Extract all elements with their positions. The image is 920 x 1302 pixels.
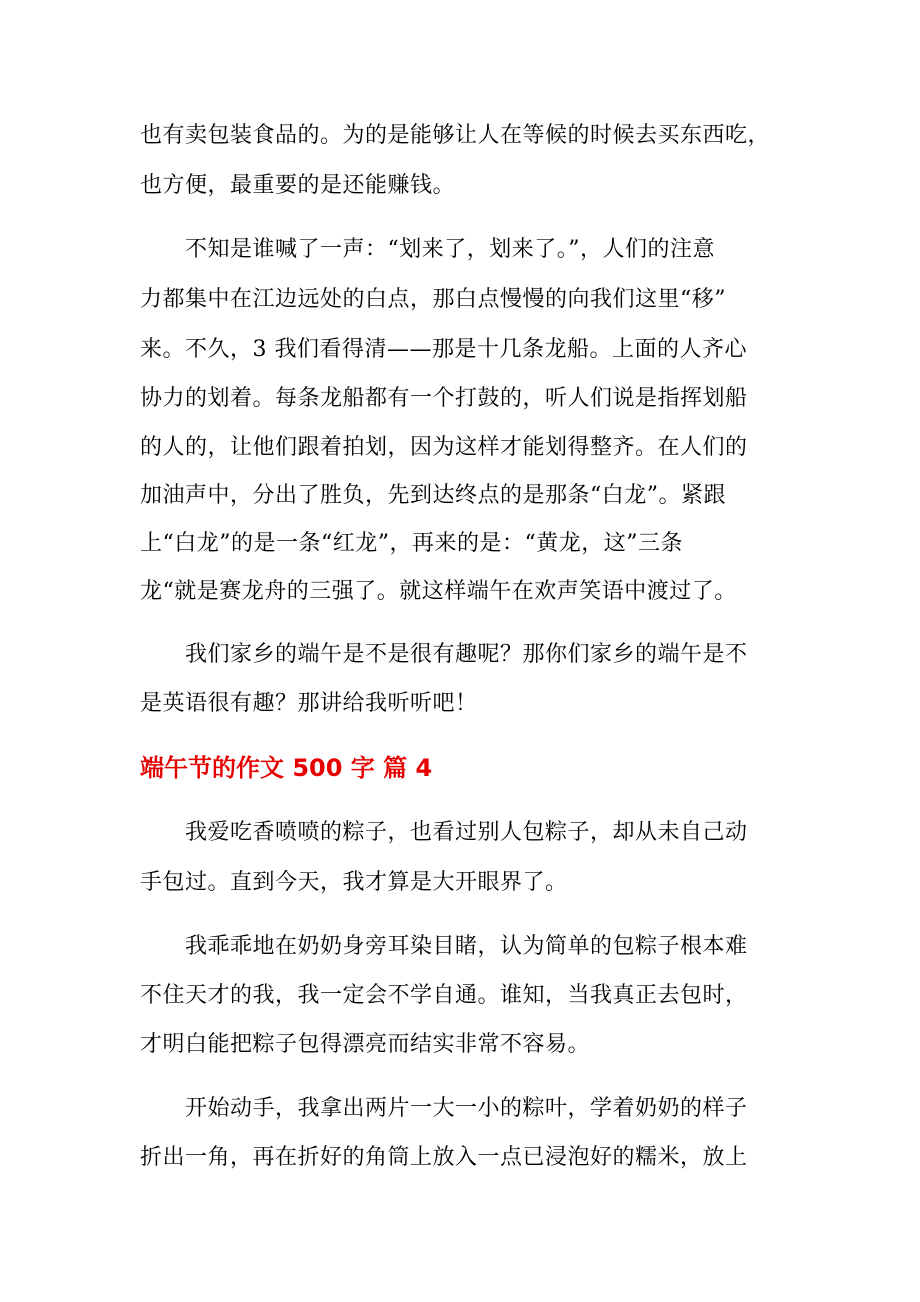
text-line: 也有卖包装食品的。为的是能够让人在等候的时候去买东西吃， xyxy=(140,123,771,148)
text-line: 不知是谁喊了一声：“划来了，划来了。”，人们的注意 xyxy=(185,237,715,262)
text-line: 来。不久，3 我们看得清——那是十几条龙船。上面的人齐心 xyxy=(140,337,747,362)
text-line: 龙“就是赛龙舟的三强了。就这样端午在欢声笑语中渡过了。 xyxy=(140,579,737,604)
text-line: 不住天才的我，我一定会不学自通。谁知，当我真正去包时， xyxy=(140,983,748,1008)
text-line: 也方便，最重要的是还能赚钱。 xyxy=(140,173,456,198)
text-line: 折出一角，再在折好的角筒上放入一点已浸泡好的糯米，放上 xyxy=(140,1145,748,1170)
text-line: 力都集中在江边远处的白点，那白点慢慢的向我们这里“移” xyxy=(140,287,726,312)
text-line: 我爱吃香喷喷的粽子，也看过别人包粽子，却从未自己动 xyxy=(185,820,748,845)
text-line: 我们家乡的端午是不是很有趣呢？那你们家乡的端午是不 xyxy=(185,642,748,667)
section-heading: 端午节的作文 500 字 篇 4 xyxy=(140,754,433,782)
text-line: 是英语很有趣？那讲给我听听吧！ xyxy=(140,691,478,716)
text-line: 我乖乖地在奶奶身旁耳染目睹，认为简单的包粽子根本难 xyxy=(185,934,748,959)
text-line: 加油声中，分出了胜负，先到达终点的是那条“白龙”。紧跟 xyxy=(140,483,726,508)
text-line: 手包过。直到今天，我才算是大开眼界了。 xyxy=(140,870,568,895)
text-line: 才明白能把粽子包得漂亮而结实非常不容易。 xyxy=(140,1032,591,1057)
text-line: 协力的划着。每条龙船都有一个打鼓的，听人们说是指挥划船 xyxy=(140,386,748,411)
text-line: 上“白龙”的是一条“红龙”，再来的是：“黄龙，这”三条 xyxy=(140,531,683,556)
text-line: 的人的，让他们跟着拍划，因为这样才能划得整齐。在人们的 xyxy=(140,435,748,460)
text-line: 开始动手，我拿出两片一大一小的粽叶，学着奶奶的样子 xyxy=(185,1096,748,1121)
